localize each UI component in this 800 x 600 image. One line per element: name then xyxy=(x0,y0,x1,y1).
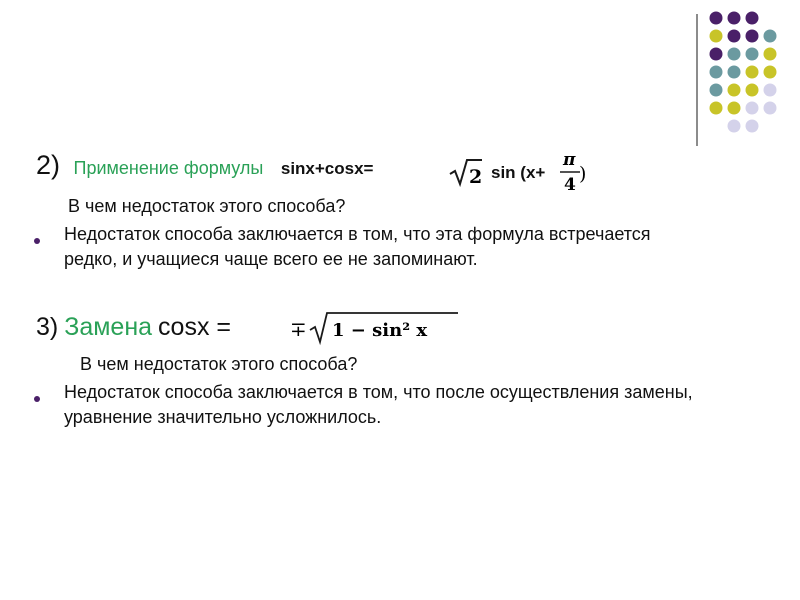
sqrt-2-arg: 2 xyxy=(469,166,483,188)
decorative-dot xyxy=(710,84,723,97)
decorative-dot xyxy=(764,84,777,97)
item-3-label: Замена xyxy=(64,313,153,341)
frac-denominator: 4 xyxy=(564,175,576,195)
decorative-divider xyxy=(696,14,698,146)
bullet-icon xyxy=(34,238,40,244)
decorative-dot xyxy=(764,48,777,61)
close-paren: ) xyxy=(579,163,587,185)
decorative-dot xyxy=(746,12,759,25)
plus-minus-sign: ∓ xyxy=(290,317,307,341)
decorative-dot xyxy=(728,102,741,115)
answer-1: Недостаток способа заключается в том, что эта формула встречается редко, и учащиеся чаще всего ее не запоминают. xyxy=(64,224,651,269)
sqrt-2-formula xyxy=(448,156,484,188)
pi-over-4-fraction xyxy=(558,150,592,196)
decorative-dot xyxy=(746,84,759,97)
decorative-dot xyxy=(710,102,723,115)
item-2-formula-left: sinx+cosx= xyxy=(280,159,374,178)
item-3-formula-left: cosx = xyxy=(158,313,231,341)
item-2-number: 2) xyxy=(36,150,61,180)
decorative-dot xyxy=(728,30,741,43)
question-1: В чем недостаток этого способа? xyxy=(68,196,346,216)
item-2-formula-right: sin (x+ xyxy=(491,163,546,182)
decorative-dot xyxy=(710,66,723,79)
item-3-number: 3) xyxy=(36,313,59,341)
bullet-icon xyxy=(34,396,40,402)
decorative-dot xyxy=(728,84,741,97)
item-3-heading xyxy=(36,313,231,342)
decorative-dot xyxy=(746,66,759,79)
decorative-dot xyxy=(764,66,777,79)
item-2-label: Применение формулы xyxy=(73,158,264,178)
item-2-heading xyxy=(36,150,373,181)
decorative-dot xyxy=(728,66,741,79)
decorative-dot xyxy=(710,12,723,25)
decorative-dot xyxy=(764,30,777,43)
decorative-dot xyxy=(746,120,759,133)
decorative-dot xyxy=(710,48,723,61)
decorative-dot xyxy=(710,30,723,43)
decorative-dot xyxy=(728,12,741,25)
decorative-dot xyxy=(746,30,759,43)
decorative-dot xyxy=(764,102,777,115)
decorative-dot xyxy=(728,120,741,133)
decorative-dot xyxy=(728,48,741,61)
sqrt-1-minus-sin2-formula xyxy=(290,310,462,346)
decorative-dot-grid xyxy=(0,0,800,150)
decorative-dot xyxy=(746,48,759,61)
sqrt-arg: 1 − sin² x xyxy=(332,320,428,341)
frac-numerator: π xyxy=(563,150,576,170)
answer-2: Недостаток способа заключается в том, что после осуществления замены, уравнение значительно усложнилось. xyxy=(64,382,693,427)
decorative-dot xyxy=(746,102,759,115)
question-2: В чем недостаток этого способа? xyxy=(80,354,358,374)
